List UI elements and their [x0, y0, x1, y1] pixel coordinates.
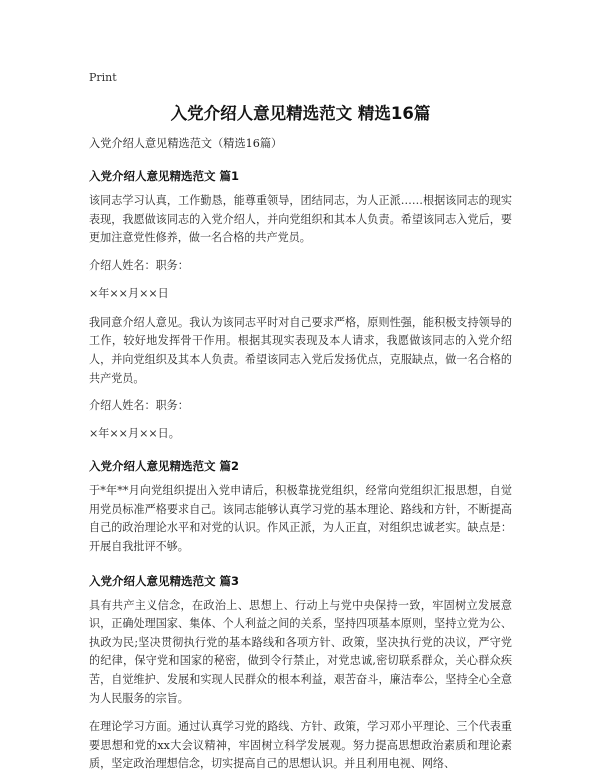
date-line: ×年××月××日。	[89, 427, 180, 441]
paragraph: 具有共产主义信念，在政治上、思想上、行动上与党中央保持一致，牢固树立发展意识，正确处理国家、集体、个人利益之间的关系，坚持四项基本原则，坚持立党为公、执政为民;坚决贯彻执行党的基本路线和各项方针、政策，坚决执行党的决议，严守党的纪律，保守党和国家的秘密，做到令行禁止，对党忠诚,密切联系群众，关心群众疾苦，自觉维护、发展和实现人民群众的根本利益，艰苦奋斗，廉洁奉公，坚持全心全意为人民服务的宗旨。	[89, 598, 512, 705]
section-heading-2: 入党介绍人意见精选范文 篇2	[89, 459, 240, 474]
document-subtitle: 入党介绍人意见精选范文（精选16篇）	[89, 137, 283, 150]
print-label[interactable]: Print	[89, 71, 117, 84]
section-heading-3: 入党介绍人意见精选范文 篇3	[89, 573, 240, 588]
introducer-name-line: 介绍人姓名：职务：	[89, 258, 189, 272]
date-line: ×年××月××日	[89, 286, 169, 300]
document-title: 入党介绍人意见精选范文 精选16篇	[170, 104, 431, 123]
section-heading-1: 入党介绍人意见精选范文 篇1	[89, 169, 240, 183]
paragraph: 在理论学习方面。通过认真学习党的路线、方针、政策，学习邓小平理论、三个代表重要思想和党的xx大会议精神，牢固树立科学发展观。努力提高思想政治素质和理论素质，坚定政治理想信念，切实提高自己的思想认识。并且利用电视、网络、	[89, 720, 512, 771]
introducer-name-line: 介绍人姓名：职务：	[89, 399, 189, 413]
paragraph: 我同意介绍人意见。我认为该同志平时对自己要求严格，原则性强，能积极支持领导的工作，较好地发挥骨干作用。根据其现实表现及本人请求，我愿做该同志的入党介绍人，并向党组织及其本人负责。希望该同志入党后发扬优点，克服缺点，做一名合格的共产党员。	[89, 315, 512, 385]
paragraph: 该同志学习认真，工作勤恳，能尊重领导，团结同志，为人正派……根据该同志的现实表现，我愿做该同志的入党介绍人，并向党组织和其本人负责。希望该同志入党后，要更加注意党性修养，做一名合格的共产党员。	[89, 194, 512, 245]
paragraph: 于*年**月向党组织提出入党申请后，积极靠拢党组织，经常向党组织汇报思想，自觉用党员标准严格要求自己。该同志能够认真学习党的基本理论、路线和方针，不断提高自己的政治理论水平和对党的认识。作风正派，为人正直，对组织忠诚老实。缺点是：开展自我批评不够。	[89, 484, 512, 553]
